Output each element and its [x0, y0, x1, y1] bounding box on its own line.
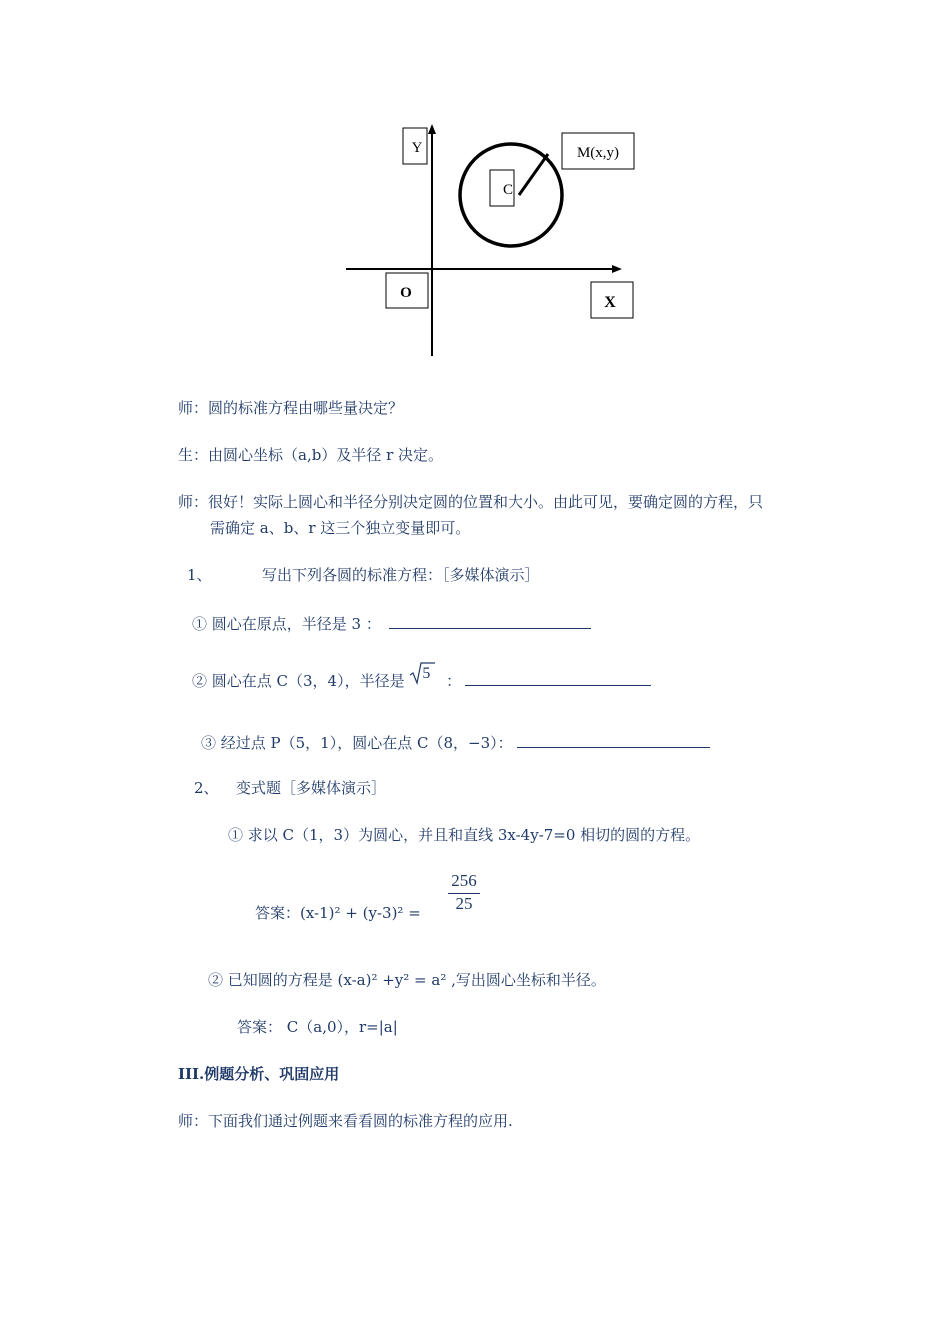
- sqrt-expression: [409, 661, 435, 681]
- o-label: O: [400, 285, 412, 301]
- sub-question-1-text: ① 圆心在原点，半径是 3 ：: [192, 615, 381, 633]
- answer-blank-2: [465, 669, 651, 686]
- answer-1-text: 答案：(x-1)² + (y-3)² =: [255, 904, 421, 922]
- sub-question-2: [192, 665, 651, 691]
- answer-2: 答案： C（a,0），r=|a|: [237, 1018, 398, 1036]
- coordinate-figure: [340, 120, 640, 360]
- sqrt-radicand: 5: [422, 665, 431, 682]
- teacher-question: 师：圆的标准方程由哪些量决定？: [178, 399, 404, 417]
- item2-number: 2、: [194, 779, 219, 797]
- radius-line: [519, 154, 548, 195]
- answer-blank-1: [389, 612, 591, 629]
- y-axis-arrow: [428, 124, 436, 134]
- sub-question-3: [201, 731, 710, 753]
- sub-question-3-text: ③ 经过点 P（5，1），圆心在点 C（8，−3）：: [201, 734, 513, 752]
- c-label: C: [502, 182, 514, 198]
- sub-question-1: [192, 612, 591, 634]
- answer-1-fraction: [447, 871, 481, 914]
- m-label: M(x,y): [576, 145, 620, 161]
- variant-question-2: ② 已知圆的方程是 (x-a)² +y² = a² ,写出圆心坐标和半径。: [208, 971, 606, 989]
- x-label: X: [604, 294, 616, 311]
- item1-number: 1、: [187, 566, 212, 584]
- answer-blank-3: [517, 731, 710, 748]
- variant-question-1: ① 求以 C（1，3）为圆心，并且和直线 3x-4y-7=0 相切的圆的方程。: [228, 826, 701, 844]
- fraction-numerator: 256: [451, 871, 477, 890]
- sub-question-2-text: ② 圆心在点 C（3，4），半径是: [192, 672, 405, 690]
- teacher-remark-line1: 师：很好！实际上圆心和半径分别决定圆的位置和大小。由此可见，要确定圆的方程，只: [178, 493, 764, 511]
- fraction-denominator: 25: [455, 894, 473, 913]
- item1-text: 写出下列各圆的标准方程：［多媒体演示］: [262, 566, 540, 584]
- x-axis-arrow: [612, 265, 622, 273]
- teacher-closing: 师：下面我们通过例题来看看圆的标准方程的应用.: [178, 1112, 513, 1130]
- teacher-remark-line2: 需确定 a、b、r 这三个独立变量即可。: [210, 519, 471, 537]
- student-answer: 生：由圆心坐标（a,b）及半径 r 决定。: [178, 446, 444, 464]
- item2-text: 变式题［多媒体演示］: [236, 779, 387, 797]
- section-heading: III.例题分析、巩固应用: [178, 1065, 340, 1083]
- sub-question-2-colon: ：: [446, 672, 462, 690]
- y-label: Y: [411, 140, 423, 156]
